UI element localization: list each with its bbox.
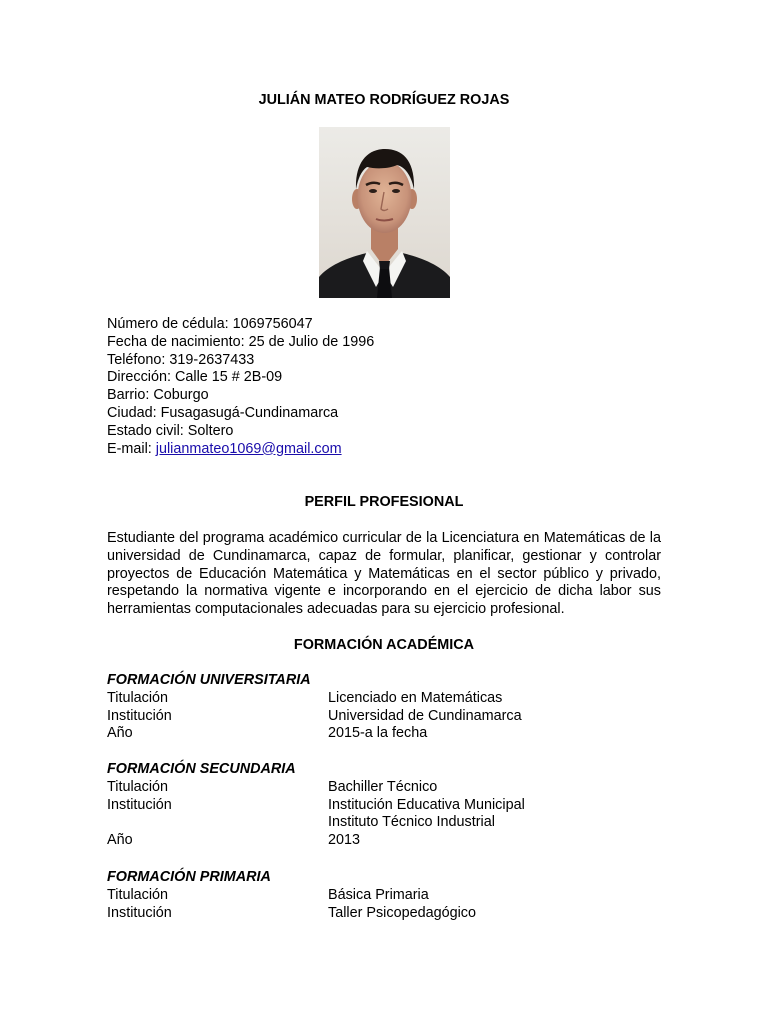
edu-row (107, 690, 667, 708)
edu-label: Titulación (107, 886, 169, 903)
primary-education (107, 869, 667, 922)
edu-label: Institución (107, 904, 172, 921)
edu-row (107, 779, 667, 797)
education-section-title: FORMACIÓN ACADÉMICA (293, 637, 475, 653)
edu-value: Instituto Técnico Industrial (328, 814, 495, 831)
edu-value: Licenciado en Matemáticas (328, 689, 503, 706)
profile-paragraph: Estudiante del programa académico curricular de la Licenciatura en Matemáticas de la universidad de Cundinamarca, capaz de formular, planificar, gestionar y controlar proyectos de Educación Matemática y Matemáticas en el sector público y privado, respetando la normativa vigente e incorporando en el ejercicio de dicha labor sus herramientas computacionales adecuadas para su ejercicio profesional. (107, 530, 661, 618)
edu-row (107, 708, 667, 726)
edu-row (107, 887, 667, 905)
profile-photo (319, 127, 450, 298)
edu-value: Universidad de Cundinamarca (328, 707, 522, 724)
edu-label: Institución (107, 796, 172, 813)
email-label: E-mail: (107, 440, 156, 457)
phone-line: Teléfono: 319-2637433 (107, 351, 255, 368)
edu-row (107, 814, 667, 832)
civil-status-line: Estado civil: Soltero (107, 422, 234, 439)
edu-value: 2013 (328, 832, 361, 849)
edu-label: Titulación (107, 689, 169, 706)
city-line: Ciudad: Fusagasugá-Cundinamarca (107, 404, 339, 421)
email-line (107, 441, 667, 459)
edu-value: Bachiller Técnico (328, 778, 438, 795)
edu-value: Básica Primaria (328, 886, 429, 903)
edu-value: 2015-a la fecha (328, 725, 428, 742)
edu-value: Institución Educativa Municipal (328, 796, 525, 813)
primary-heading: FORMACIÓN PRIMARIA (107, 869, 271, 885)
address-line: Dirección: Calle 15 # 2B-09 (107, 369, 283, 386)
edu-label: Año (107, 725, 133, 742)
profile-section-title: PERFIL PROFESIONAL (304, 494, 464, 510)
edu-label: Año (107, 832, 133, 849)
edu-label: Institución (107, 707, 172, 724)
edu-row (107, 905, 667, 923)
edu-row (107, 797, 667, 815)
edu-row (107, 832, 667, 850)
email-link[interactable]: julianmateo1069@gmail.com (155, 440, 342, 457)
edu-value: Taller Psicopedagógico (328, 904, 476, 921)
secondary-heading: FORMACIÓN SECUNDARIA (107, 761, 296, 777)
edu-label: Titulación (107, 778, 169, 795)
cedula-line: Número de cédula: 1069756047 (107, 316, 313, 332)
cv-name-title: JULIÁN MATEO RODRÍGUEZ ROJAS (258, 92, 510, 108)
secondary-education (107, 761, 667, 850)
personal-info (107, 316, 667, 458)
edu-row (107, 725, 667, 743)
university-education (107, 672, 667, 743)
edu-label (107, 814, 328, 832)
birth-date-line: Fecha de nacimiento: 25 de Julio de 1996 (107, 333, 375, 350)
barrio-line: Barrio: Coburgo (107, 387, 209, 404)
university-heading: FORMACIÓN UNIVERSITARIA (107, 672, 311, 688)
